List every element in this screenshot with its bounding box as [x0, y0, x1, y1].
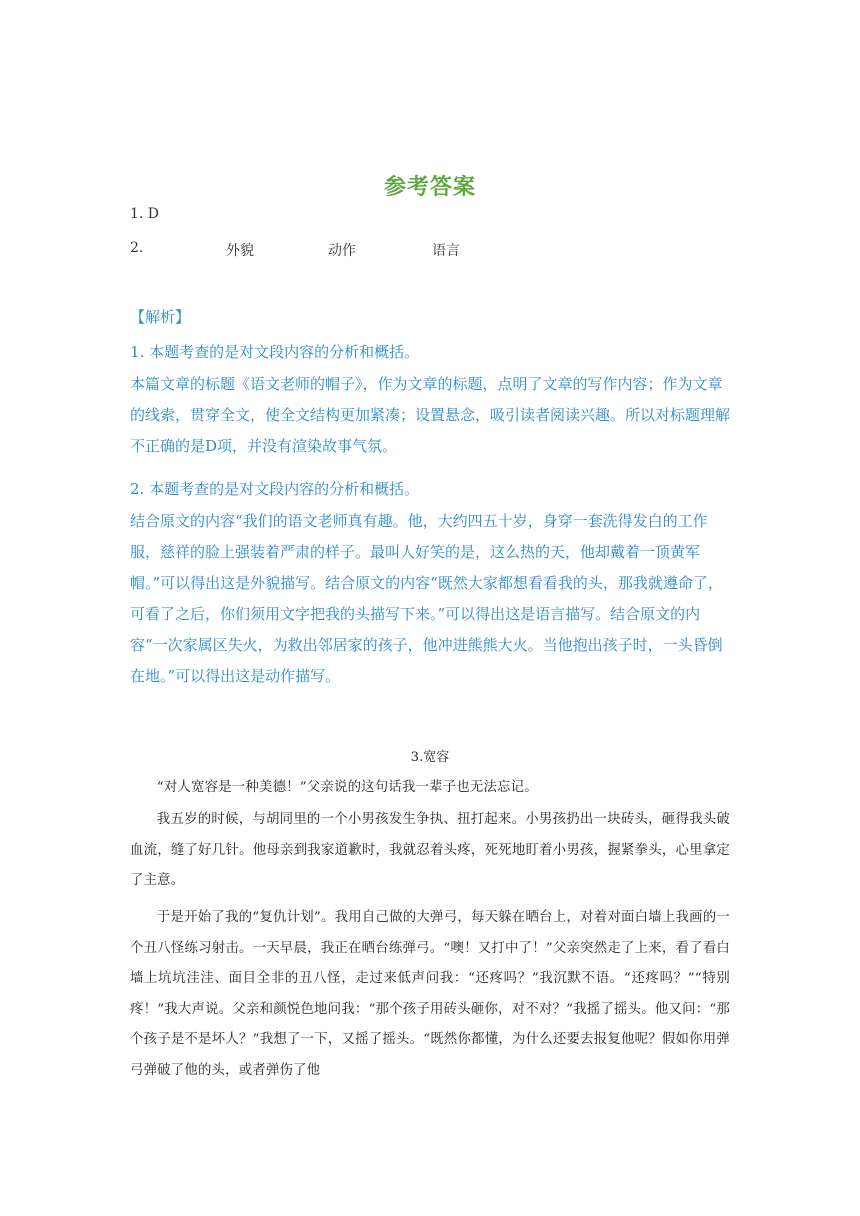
analysis-q2-intro: 2. 本题考查的是对文段内容的分析和概括。 — [130, 480, 420, 498]
answer-2-number: 2. — [130, 240, 144, 256]
page-title: 参考答案 — [383, 174, 476, 200]
story-paragraph: “对人宽容是一种美德！”父亲说的这句话我一辈子也无法忘记。 — [156, 780, 538, 795]
analysis-label: 【解析】 — [130, 308, 191, 326]
analysis-q1-intro: 1. 本题考查的是对文段内容的分析和概括。 — [130, 343, 420, 361]
analysis-q2-body: 结合原文的内容“我们的语文老师真有趣。他，大约四五十岁，身穿一套洗得发白的工作服，慈祥的脸上强装着严肃的样子。最叫人好笑的是，这么热的天，他却戴着一顶黄军帽。”可以得出这是外貌描写。结合原文的内容“既然大家都想看看我的头，那我就遵命了，可看了之后，你们须用文字把我的头描写下来。”可以得出这是语言描写。结合原文的内容“一次家属区失火，为救出邻居家的孩子，他冲进熊熊大火。当他抱出孩子时，一头昏倒在地。”可以得出这是动作描写。 — [130, 512, 723, 685]
analysis-q1-body: 本篇文章的标题《语文老师的帽子》，作为文章的标题，点明了文章的写作内容；作为文章的线索，贯穿全文，使全文结构更加紧凑；设置悬念，吸引读者阅读兴趣。所以对标题理解不正确的是D项，并没有渲染故事气氛。 — [130, 375, 731, 455]
answer-1: 1. D — [130, 206, 160, 222]
answer-2-item-action: 动作 — [328, 243, 356, 259]
story-paragraph: 我五岁的时候，与胡同里的一个小男孩发生争执、扭打起来。小男孩扔出一块砖头，砸得我头破血流，缝了好几针。他母亲到我家道歉时，我就忍着头疼，死死地盯着小男孩，握紧拳头，心里拿定了主意。 — [130, 812, 730, 888]
story-title: 3.宽容 — [410, 750, 450, 765]
answer-2-item-language: 语言 — [432, 243, 460, 259]
story-paragraph: 于是开始了我的“复仇计划”。我用自己做的大弹弓，每天躲在晒台上，对着对面白墙上我画的一个丑八怪练习射击。一天早晨，我正在晒台练弹弓。“噢！又打中了！”父亲突然走了上来，看了看白墙上坑坑洼洼、面目全非的丑八怪，走过来低声问我：“还疼吗？”我沉默不语。“还疼吗？”“特别疼！”我大声说。父亲和颜悦色地问我：“那个孩子用砖头砸你，对不对？”我摇了摇头。他又问：“那个孩子是不是坏人？”我想了一下，又摇了摇头。“既然你都懂，为什么还要去报复他呢？假如你用弹弓弹破了他的头，或者弹伤了他 — [130, 910, 730, 1078]
answer-2-item-appearance: 外貌 — [226, 243, 254, 259]
answer-2 — [130, 240, 730, 260]
